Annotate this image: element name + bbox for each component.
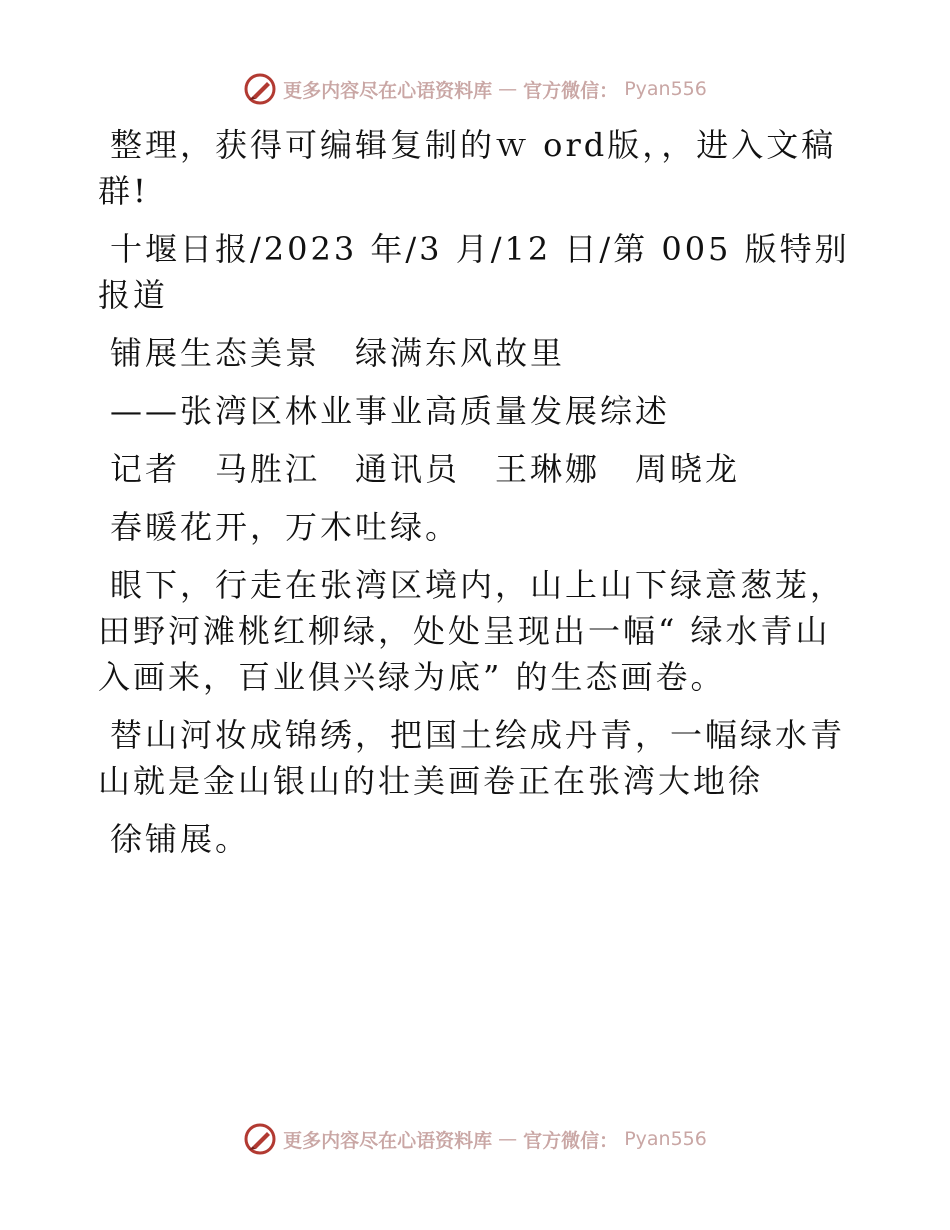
- body-paragraph: 徐铺展。: [110, 820, 251, 858]
- article-title: 铺展生态美景 绿满东风故里: [110, 334, 566, 372]
- document-body: [98, 122, 858, 874]
- intro-paragraph: 整理，获得可编辑复制的ｗ ord版，，进入文稿群!: [98, 126, 837, 210]
- pen-logo-icon: [243, 72, 277, 106]
- body-paragraph: 替山河妆成锦绣，把国土绘成丹青，一幅绿水青山就是金山银山的壮美画卷正在张湾大地徐: [98, 716, 846, 800]
- body-paragraph: 眼下，行走在张湾区境内，山上山下绿意葱茏，田野河滩桃红柳绿，处处呈现出一幅“ 绿水青山入画来，百业俱兴绿为底” 的生态画卷。: [98, 566, 846, 696]
- pen-logo-icon: [243, 1122, 277, 1156]
- banner-main-text: 更多内容尽在心语资料库: [283, 1129, 493, 1152]
- byline: 记者 马胜江 通讯员 王琳娜 周晓龙: [110, 450, 741, 488]
- banner-main-text: 更多内容尽在心语资料库: [283, 79, 493, 102]
- banner-wechat-label: 官方微信：: [523, 79, 619, 102]
- header-banner: [0, 72, 950, 106]
- footer-banner: [0, 1122, 950, 1156]
- banner-wechat-id: Pyan556: [624, 78, 707, 100]
- article-subtitle: ——张湾区林业事业高质量发展综述: [110, 392, 671, 430]
- banner-wechat-id: Pyan556: [624, 1128, 707, 1150]
- banner-wechat-label: 官方微信：: [523, 1129, 619, 1152]
- banner-separator: —: [498, 78, 518, 100]
- body-paragraph: 春暖花开，万木吐绿。: [110, 508, 461, 546]
- banner-separator: —: [498, 1128, 518, 1150]
- source-line: 十堰日报/2023 年/3 月/12 日/第 005 版特别报道: [98, 230, 850, 314]
